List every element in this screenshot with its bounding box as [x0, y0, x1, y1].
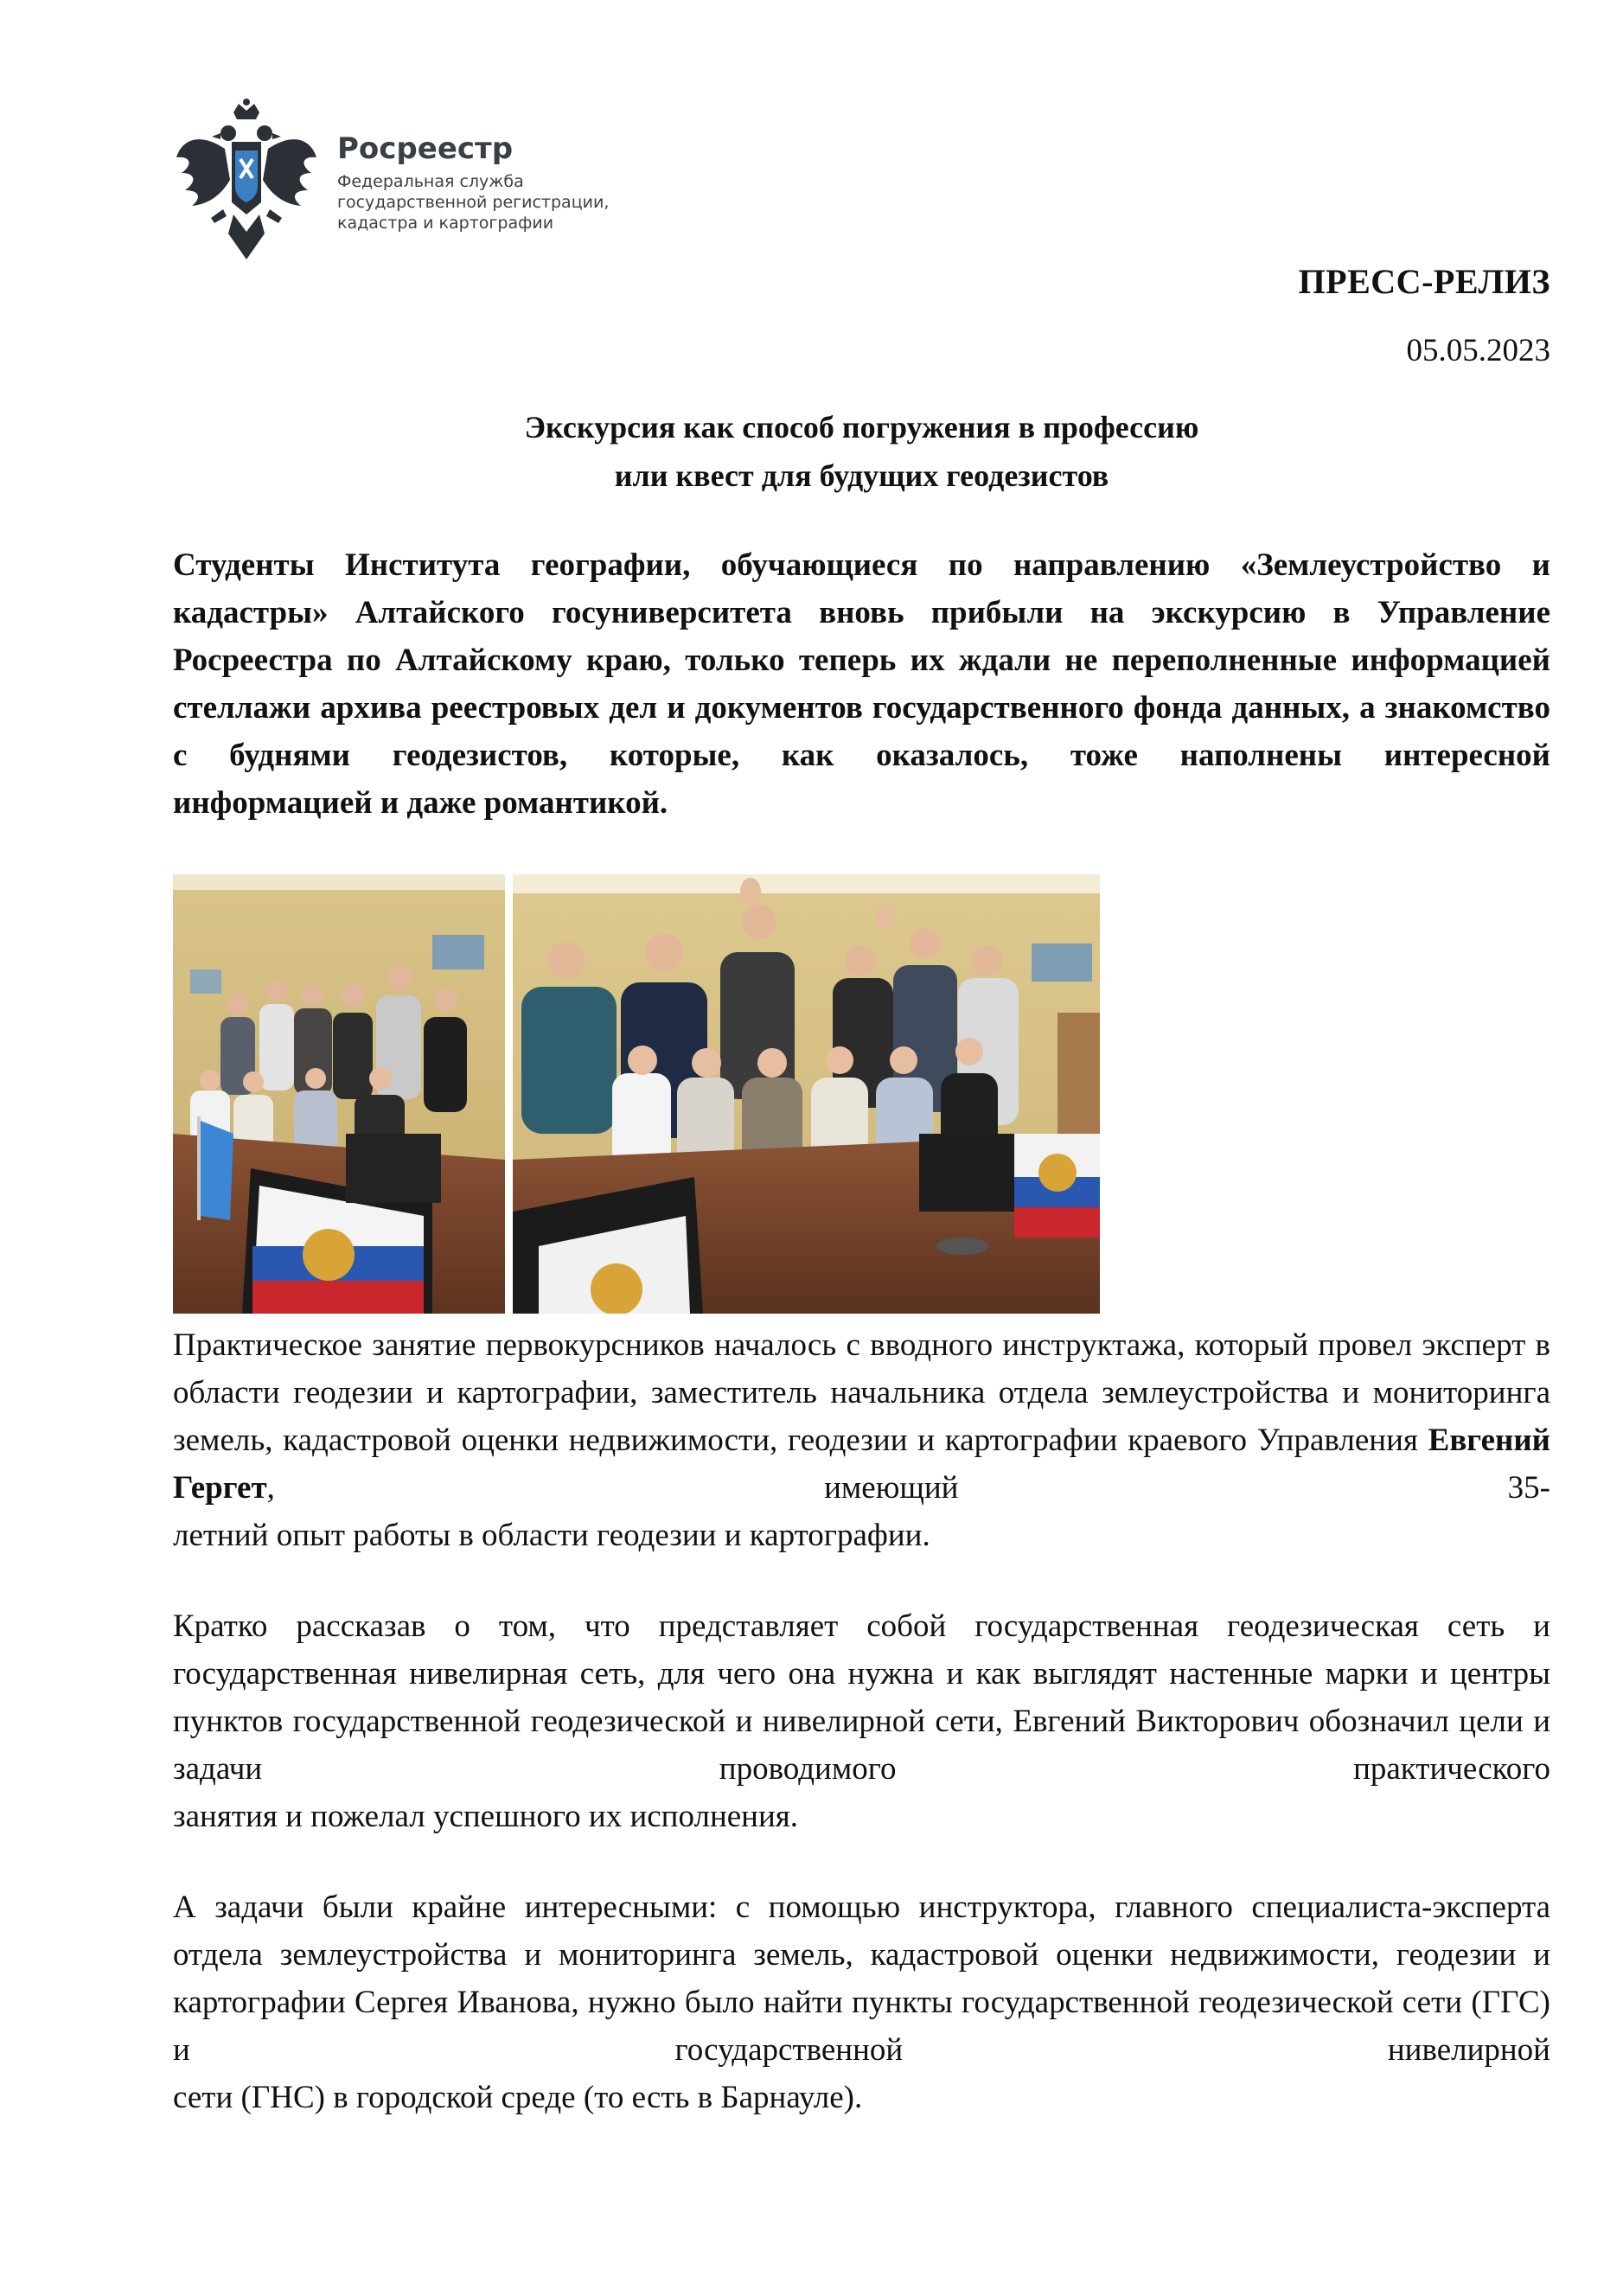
org-line: кадастра и картографии	[337, 214, 554, 233]
paragraph-last-line: занятия и пожелал успешного их исполнения.	[173, 1799, 799, 1834]
lead-paragraph	[173, 541, 1550, 827]
org-name	[337, 171, 614, 233]
release-date: 05.05.2023	[1406, 333, 1550, 368]
group-photo-left	[173, 874, 505, 1314]
paragraph-text: Практическое занятие первокурсников началось с вводного инструктажа, который провел эксперт в области геодезии и картографии, заместитель начальника отдела землеустройства и мониторинга земель, кадастровой оценки недвижимости, геодезии и картографии краевого Управления	[173, 1327, 1550, 1458]
bold-name: Евгений Гергет	[173, 1423, 1550, 1506]
group-photo-right	[513, 874, 1100, 1314]
paragraph-1	[173, 1321, 1550, 1559]
press-release-label: ПРЕСС-РЕЛИЗ	[1298, 262, 1550, 301]
rosreestr-logo	[173, 97, 623, 261]
photo-image	[173, 874, 505, 1314]
paragraph-text: , имеющий 35-	[266, 1470, 1550, 1506]
photo-image	[513, 874, 1100, 1314]
org-line: Федеральная служба	[337, 172, 524, 191]
paragraph-text: Кратко рассказав о том, что представляет собой государственная геодезическая сеть и государственная нивелирная сеть, для чего она нужна и как выглядят настенные марки и центры пунктов государственной геодезической и нивелирной сети, Евгений Викторович обозначил цели и задачи проводимого практического	[173, 1608, 1550, 1787]
lead-text: Студенты Института географии, обучающиеся по направлению «Землеустройство и кадастры» Алтайского госуниверситета вновь прибыли на экскурсию в Управление Росреестра по Алтайскому краю, только теперь их ждали не переполненные информацией стеллажи архива реестровых дел и документов государственного фонда данных, а знакомство с буднями геодезистов, которые, как оказалось, тоже наполнены интересной	[173, 547, 1550, 773]
paragraph-text: А задачи были крайне интересными: с помощью инструктора, главного специалиста-эксперта отдела землеустройства и мониторинга земель, кадастровой оценки недвижимости, геодезии и картографии Сергея Иванова, нужно было найти пункты государственной геодезической сети (ГГС) и государственной нивелирной	[173, 1890, 1550, 2068]
eagle-emblem-icon	[173, 97, 320, 261]
paragraph-2	[173, 1602, 1550, 1840]
lead-last-line: информацией и даже романтикой.	[173, 785, 668, 821]
title-line: или квест для будущих геодезистов	[614, 458, 1109, 493]
article-title	[173, 403, 1550, 500]
brand-name: Росреестр	[337, 131, 514, 166]
org-line: государственной регистрации,	[337, 193, 610, 212]
paragraph-3	[173, 1883, 1550, 2121]
paragraph-last-line: летний опыт работы в области геодезии и картографии.	[173, 1518, 930, 1553]
title-line: Экскурсия как способ погружения в профессию	[524, 410, 1199, 444]
paragraph-last-line: сети (ГНС) в городской среде (то есть в Барнауле).	[173, 2080, 863, 2115]
